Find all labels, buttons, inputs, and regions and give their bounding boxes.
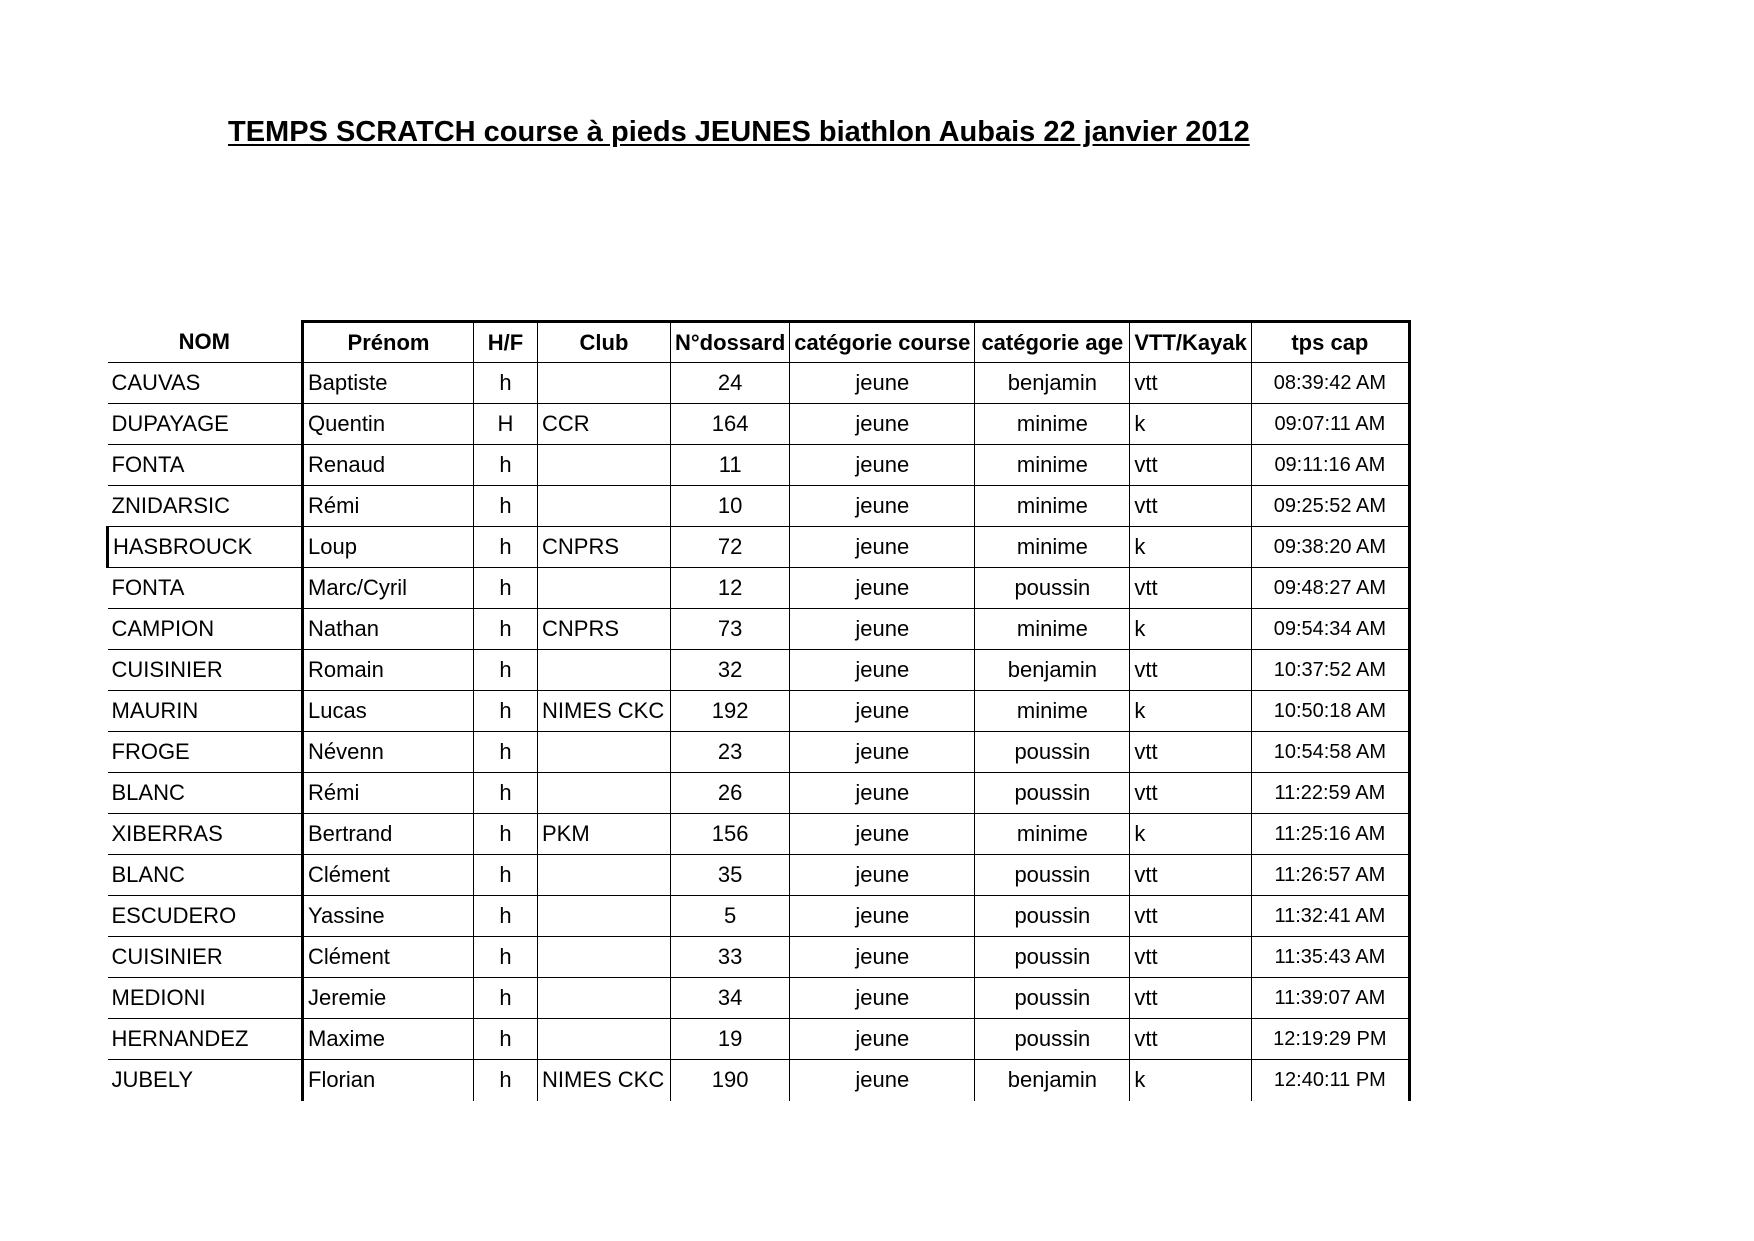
cell-dossard: 33 xyxy=(671,937,790,978)
cell-vtt-kayak: vtt xyxy=(1130,445,1252,486)
table-row xyxy=(108,404,1410,445)
cell-prenom: Rémi xyxy=(303,773,474,814)
cell-club xyxy=(538,1019,671,1060)
cell-vtt-kayak: vtt xyxy=(1130,486,1252,527)
cell-categorie-course: jeune xyxy=(790,855,975,896)
header-row xyxy=(108,322,1410,363)
cell-tps-cap: 09:25:52 AM xyxy=(1251,486,1409,527)
cell-dossard: 73 xyxy=(671,609,790,650)
cell-hf: h xyxy=(474,937,538,978)
header-hf: H/F xyxy=(474,322,538,363)
header-categorie-course: catégorie course xyxy=(790,322,975,363)
cell-categorie-course: jeune xyxy=(790,773,975,814)
table-row xyxy=(108,814,1410,855)
header-club: Club xyxy=(538,322,671,363)
cell-vtt-kayak: k xyxy=(1130,404,1252,445)
header-nom: NOM xyxy=(108,322,303,363)
table-row xyxy=(108,568,1410,609)
cell-dossard: 72 xyxy=(671,527,790,568)
cell-nom: HERNANDEZ xyxy=(108,1019,303,1060)
cell-vtt-kayak: vtt xyxy=(1130,650,1252,691)
cell-nom: BLANC xyxy=(108,855,303,896)
cell-categorie-age: minime xyxy=(975,609,1130,650)
cell-categorie-age: poussin xyxy=(975,896,1130,937)
cell-vtt-kayak: k xyxy=(1130,691,1252,732)
cell-vtt-kayak: vtt xyxy=(1130,363,1252,404)
header-categorie-age: catégorie age xyxy=(975,322,1130,363)
cell-categorie-age: minime xyxy=(975,404,1130,445)
cell-nom: CUISINIER xyxy=(108,937,303,978)
cell-club: CNPRS xyxy=(538,609,671,650)
header-prenom: Prénom xyxy=(303,322,474,363)
cell-hf: h xyxy=(474,773,538,814)
cell-tps-cap: 11:26:57 AM xyxy=(1251,855,1409,896)
cell-categorie-course: jeune xyxy=(790,978,975,1019)
cell-prenom: Marc/Cyril xyxy=(303,568,474,609)
cell-dossard: 26 xyxy=(671,773,790,814)
cell-categorie-course: jeune xyxy=(790,568,975,609)
cell-vtt-kayak: vtt xyxy=(1130,896,1252,937)
cell-categorie-course: jeune xyxy=(790,937,975,978)
cell-categorie-course: jeune xyxy=(790,1060,975,1101)
table-row xyxy=(108,773,1410,814)
table-row xyxy=(108,1019,1410,1060)
cell-club: CCR xyxy=(538,404,671,445)
table-row xyxy=(108,445,1410,486)
cell-dossard: 192 xyxy=(671,691,790,732)
cell-nom: MEDIONI xyxy=(108,978,303,1019)
cell-nom: FONTA xyxy=(108,445,303,486)
cell-nom: FONTA xyxy=(108,568,303,609)
cell-categorie-course: jeune xyxy=(790,486,975,527)
cell-vtt-kayak: vtt xyxy=(1130,855,1252,896)
table-row xyxy=(108,650,1410,691)
cell-club xyxy=(538,445,671,486)
cell-categorie-age: poussin xyxy=(975,568,1130,609)
cell-vtt-kayak: vtt xyxy=(1130,1019,1252,1060)
cell-dossard: 5 xyxy=(671,896,790,937)
cell-dossard: 10 xyxy=(671,486,790,527)
cell-nom: ESCUDERO xyxy=(108,896,303,937)
cell-prenom: Jeremie xyxy=(303,978,474,1019)
cell-club: NIMES CKC xyxy=(538,1060,671,1101)
cell-hf: h xyxy=(474,1060,538,1101)
cell-dossard: 11 xyxy=(671,445,790,486)
cell-tps-cap: 08:39:42 AM xyxy=(1251,363,1409,404)
cell-club xyxy=(538,896,671,937)
table-row xyxy=(108,937,1410,978)
cell-categorie-age: minime xyxy=(975,445,1130,486)
table-row xyxy=(108,732,1410,773)
cell-categorie-age: poussin xyxy=(975,937,1130,978)
cell-tps-cap: 09:38:20 AM xyxy=(1251,527,1409,568)
cell-nom: CAMPION xyxy=(108,609,303,650)
cell-prenom: Baptiste xyxy=(303,363,474,404)
cell-dossard: 164 xyxy=(671,404,790,445)
cell-categorie-age: minime xyxy=(975,814,1130,855)
cell-categorie-age: benjamin xyxy=(975,1060,1130,1101)
cell-prenom: Romain xyxy=(303,650,474,691)
cell-hf: h xyxy=(474,896,538,937)
cell-dossard: 24 xyxy=(671,363,790,404)
cell-dossard: 23 xyxy=(671,732,790,773)
cell-categorie-age: poussin xyxy=(975,1019,1130,1060)
table-row xyxy=(108,978,1410,1019)
cell-dossard: 19 xyxy=(671,1019,790,1060)
cell-tps-cap: 11:32:41 AM xyxy=(1251,896,1409,937)
cell-prenom: Lucas xyxy=(303,691,474,732)
cell-hf: h xyxy=(474,363,538,404)
cell-hf: h xyxy=(474,568,538,609)
cell-nom: CAUVAS xyxy=(108,363,303,404)
cell-club: CNPRS xyxy=(538,527,671,568)
cell-hf: h xyxy=(474,855,538,896)
cell-tps-cap: 11:22:59 AM xyxy=(1251,773,1409,814)
cell-hf: H xyxy=(474,404,538,445)
cell-prenom: Loup xyxy=(303,527,474,568)
cell-vtt-kayak: k xyxy=(1130,527,1252,568)
cell-categorie-course: jeune xyxy=(790,1019,975,1060)
cell-categorie-course: jeune xyxy=(790,814,975,855)
header-tps-cap: tps cap xyxy=(1251,322,1409,363)
cell-categorie-age: benjamin xyxy=(975,363,1130,404)
cell-vtt-kayak: k xyxy=(1130,814,1252,855)
cell-prenom: Névenn xyxy=(303,732,474,773)
cell-hf: h xyxy=(474,1019,538,1060)
cell-prenom: Renaud xyxy=(303,445,474,486)
cell-vtt-kayak: vtt xyxy=(1130,978,1252,1019)
cell-prenom: Yassine xyxy=(303,896,474,937)
cell-categorie-age: minime xyxy=(975,486,1130,527)
cell-categorie-course: jeune xyxy=(790,527,975,568)
cell-prenom: Florian xyxy=(303,1060,474,1101)
table-header xyxy=(108,322,1410,363)
cell-prenom: Rémi xyxy=(303,486,474,527)
cell-hf: h xyxy=(474,527,538,568)
cell-prenom: Nathan xyxy=(303,609,474,650)
cell-dossard: 34 xyxy=(671,978,790,1019)
cell-categorie-course: jeune xyxy=(790,609,975,650)
cell-club xyxy=(538,773,671,814)
cell-vtt-kayak: vtt xyxy=(1130,732,1252,773)
cell-nom: DUPAYAGE xyxy=(108,404,303,445)
cell-prenom: Clément xyxy=(303,937,474,978)
cell-tps-cap: 09:11:16 AM xyxy=(1251,445,1409,486)
cell-categorie-age: minime xyxy=(975,527,1130,568)
cell-dossard: 35 xyxy=(671,855,790,896)
cell-nom: HASBROUCK xyxy=(108,527,303,568)
cell-tps-cap: 10:37:52 AM xyxy=(1251,650,1409,691)
document-title: TEMPS SCRATCH course à pieds JEUNES biathlon Aubais 22 janvier 2012 xyxy=(228,116,1250,148)
table-row xyxy=(108,896,1410,937)
cell-categorie-age: minime xyxy=(975,691,1130,732)
cell-club: PKM xyxy=(538,814,671,855)
table-row xyxy=(108,1060,1410,1101)
cell-nom: FROGE xyxy=(108,732,303,773)
cell-nom: ZNIDARSIC xyxy=(108,486,303,527)
cell-nom: JUBELY xyxy=(111,1067,194,1093)
cell-hf: h xyxy=(474,814,538,855)
cell-prenom: Clément xyxy=(303,855,474,896)
cell-nom: CUISINIER xyxy=(108,650,303,691)
cell-categorie-course: jeune xyxy=(790,732,975,773)
cell-categorie-age: poussin xyxy=(975,855,1130,896)
cell-tps-cap: 12:40:11 PM xyxy=(1251,1060,1409,1101)
cell-vtt-kayak: vtt xyxy=(1130,568,1252,609)
cell-dossard: 32 xyxy=(671,650,790,691)
cell-club xyxy=(538,363,671,404)
table-row xyxy=(108,486,1410,527)
cell-hf: h xyxy=(474,691,538,732)
cell-hf: h xyxy=(474,732,538,773)
cell-prenom: Quentin xyxy=(303,404,474,445)
cell-nom: BLANC xyxy=(108,773,303,814)
cell-hf: h xyxy=(474,445,538,486)
cell-club xyxy=(538,937,671,978)
cell-tps-cap: 11:25:16 AM xyxy=(1251,814,1409,855)
cell-hf: h xyxy=(474,978,538,1019)
cell-categorie-course: jeune xyxy=(790,896,975,937)
header-dossard: N°dossard xyxy=(671,322,790,363)
table-row xyxy=(108,609,1410,650)
cell-club xyxy=(538,568,671,609)
cell-tps-cap: 09:48:27 AM xyxy=(1251,568,1409,609)
table-row xyxy=(108,363,1410,404)
table-row xyxy=(108,855,1410,896)
cell-tps-cap: 09:54:34 AM xyxy=(1251,609,1409,650)
cell-tps-cap: 10:54:58 AM xyxy=(1251,732,1409,773)
cell-nom: XIBERRAS xyxy=(108,814,303,855)
cell-club xyxy=(538,978,671,1019)
cell-categorie-course: jeune xyxy=(790,363,975,404)
cell-club xyxy=(538,855,671,896)
table-body xyxy=(108,363,1410,1101)
cell-club xyxy=(538,732,671,773)
cell-categorie-course: jeune xyxy=(790,650,975,691)
cell-prenom: Maxime xyxy=(303,1019,474,1060)
cell-categorie-course: jeune xyxy=(790,445,975,486)
cell-categorie-course: jeune xyxy=(790,404,975,445)
cell-prenom: Bertrand xyxy=(303,814,474,855)
cell-categorie-age: benjamin xyxy=(975,650,1130,691)
cell-club xyxy=(538,650,671,691)
cell-vtt-kayak: k xyxy=(1130,1060,1252,1101)
cell-tps-cap: 12:19:29 PM xyxy=(1251,1019,1409,1060)
cell-vtt-kayak: vtt xyxy=(1130,773,1252,814)
cell-categorie-age: poussin xyxy=(975,978,1130,1019)
cell-categorie-age: poussin xyxy=(975,732,1130,773)
cell-hf: h xyxy=(474,609,538,650)
header-vtt-kayak: VTT/Kayak xyxy=(1130,322,1252,363)
cell-dossard: 156 xyxy=(671,814,790,855)
cell-categorie-age: poussin xyxy=(975,773,1130,814)
table-row xyxy=(108,691,1410,732)
cell-hf: h xyxy=(474,486,538,527)
cell-dossard: 190 xyxy=(671,1060,790,1101)
cell-club: NIMES CKC xyxy=(538,691,671,732)
cell-categorie-course: jeune xyxy=(790,691,975,732)
cell-vtt-kayak: vtt xyxy=(1130,937,1252,978)
cell-tps-cap: 10:50:18 AM xyxy=(1251,691,1409,732)
table-row xyxy=(108,527,1410,568)
cell-dossard: 12 xyxy=(671,568,790,609)
cell-nom: MAURIN xyxy=(108,691,303,732)
cell-tps-cap: 11:39:07 AM xyxy=(1251,978,1409,1019)
cell-club xyxy=(538,486,671,527)
cell-tps-cap: 09:07:11 AM xyxy=(1251,404,1409,445)
results-table xyxy=(106,320,1411,1101)
cell-tps-cap: 11:35:43 AM xyxy=(1251,937,1409,978)
cell-vtt-kayak: k xyxy=(1130,609,1252,650)
cell-hf: h xyxy=(474,650,538,691)
